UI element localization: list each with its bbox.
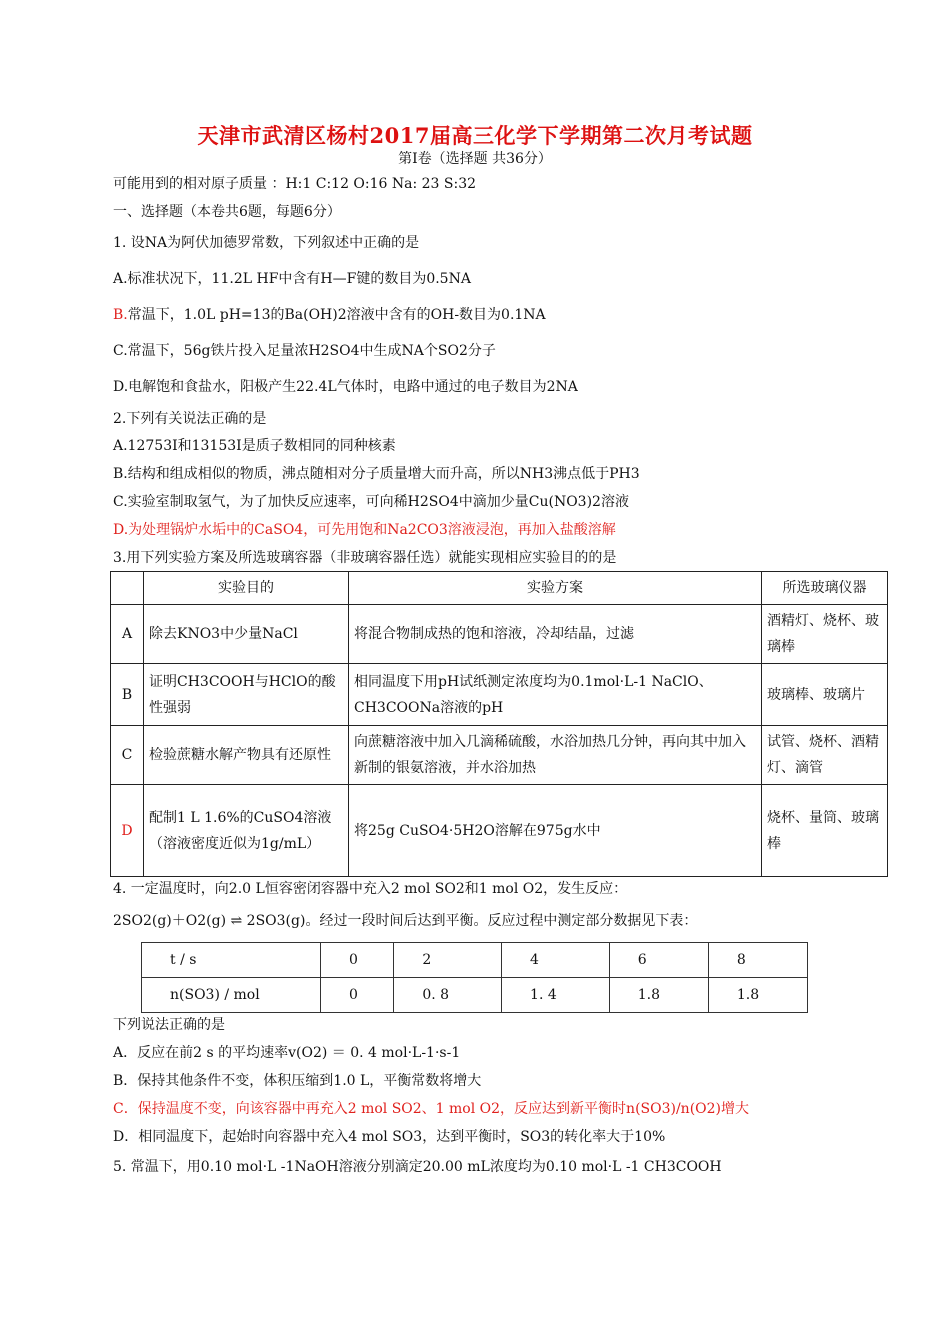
row-purpose: 除去KNO3中少量NaCl xyxy=(144,605,349,664)
experiment-table xyxy=(110,571,888,877)
row-method: 将25g CuSO4·5H2O溶解在975g水中 xyxy=(349,785,762,877)
data-cell: 1.8 xyxy=(708,978,807,1013)
data-cell: 1.8 xyxy=(609,978,708,1013)
data-cell: 1. 4 xyxy=(502,978,610,1013)
q1-option-a: A.标准状况下，11.2L HF中含有H—F键的数目为0.5NA xyxy=(113,271,471,287)
table-row xyxy=(111,605,888,664)
row-purpose: 配制1 L 1.6%的CuSO4溶液（溶液密度近似为1g/mL） xyxy=(144,785,349,877)
row-label: C xyxy=(111,726,144,785)
section-heading: 一、选择题（本卷共6题，每题6分） xyxy=(113,204,341,220)
table-header-cell: 实验目的 xyxy=(144,572,349,605)
q1-option-d: D.电解饱和食盐水，阳极产生22.4L气体时，电路中通过的电子数目为2NA xyxy=(113,379,578,395)
row-purpose: 检验蔗糖水解产物具有还原性 xyxy=(144,726,349,785)
row-method: 向蔗糖溶液中加入几滴稀硫酸，水浴加热几分钟，再向其中加入新制的银氨溶液，并水浴加热 xyxy=(349,726,762,785)
row-label: B xyxy=(111,664,144,726)
atomic-mass-note: 可能用到的相对原子质量 ：H:1 C:12 O:16 Na: 23 S:32 xyxy=(113,176,477,192)
q4-stem: 4. 一定温度时，向2.0 L恒容密闭容器中充入2 mol SO2和1 mol O2，发生反应： xyxy=(113,881,628,897)
q1-option-b-text: 常温下，1.0L pH=13的Ba(OH)2溶液中含有的OH-数目为0.1NA xyxy=(127,307,546,323)
row-glass: 玻璃棒、玻璃片 xyxy=(762,664,888,726)
table-header-cell: 实验方案 xyxy=(349,572,762,605)
data-cell: n(SO3) / mol xyxy=(142,978,321,1013)
q4-option-c: C．保持温度不变，向该容器中再充入2 mol SO2、1 mol O2，反应达到新平衡时n(SO3)/n(O2)增大 xyxy=(113,1101,750,1117)
row-glass: 试管、烧杯、酒精灯、滴管 xyxy=(762,726,888,785)
data-header-cell: t / s xyxy=(142,943,321,978)
row-label: D xyxy=(111,785,144,877)
data-header-cell: 6 xyxy=(609,943,708,978)
q2-stem: 2.下列有关说法正确的是 xyxy=(113,411,267,427)
q2-option-b: B.结构和组成相似的物质，沸点随相对分子质量增大而升高，所以NH3沸点低于PH3 xyxy=(113,466,640,482)
q2-option-c: C.实验室制取氢气，为了加快反应速率，可向稀H2SO4中滴加少量Cu(NO3)2溶液 xyxy=(113,494,629,510)
row-method: 相同温度下用pH试纸测定浓度均为0.1mol·L-1 NaClO、CH3COONa溶液的pH xyxy=(349,664,762,726)
table-row xyxy=(111,785,888,877)
q5-stem: 5. 常温下，用0.10 mol·L -1NaOH溶液分别滴定20.00 mL浓度均为0.10 mol·L -1 CH3COOH xyxy=(113,1159,722,1175)
row-purpose: 证明CH3COOH与HClO的酸性强弱 xyxy=(144,664,349,726)
page-title: 天津市武清区杨村2017届高三化学下学期第二次月考试题 xyxy=(197,123,753,148)
data-header-cell: 2 xyxy=(394,943,502,978)
section-subtitle: 第Ⅰ卷（选择题 共36分） xyxy=(398,151,552,167)
q4-option-d: D．相同温度下，起始时向容器中充入4 mol SO3，达到平衡时，SO3的转化率大于10% xyxy=(113,1129,666,1145)
table-row xyxy=(111,664,888,726)
q1-stem: 1. 设NA为阿伏加德罗常数，下列叙述中正确的是 xyxy=(113,235,420,251)
table-header-cell xyxy=(111,572,144,605)
row-glass: 烧杯、量筒、玻璃棒 xyxy=(762,785,888,877)
row-label: A xyxy=(111,605,144,664)
q3-stem: 3.用下列实验方案及所选玻璃容器（非玻璃容器任选）就能实现相应实验目的的是 xyxy=(113,550,617,566)
q4-option-b: B．保持其他条件不变，体积压缩到1.0 L，平衡常数将增大 xyxy=(113,1073,482,1089)
data-header-cell: 8 xyxy=(708,943,807,978)
q1-option-b xyxy=(113,306,546,324)
data-header-cell: 4 xyxy=(502,943,610,978)
q4-option-a: A．反应在前2 s 的平均速率v(O2) ＝ 0. 4 mol·L-1·s-1 xyxy=(113,1045,461,1061)
table-row xyxy=(111,726,888,785)
q1-option-c: C.常温下，56g铁片投入足量浓H2SO4中生成NA个SO2分子 xyxy=(113,343,496,359)
data-table xyxy=(141,942,808,1013)
data-header-cell: 0 xyxy=(321,943,394,978)
q4-reaction: 2SO2(g)＋O2(g) ⇌ 2SO3(g)。经过一段时间后达到平衡。反应过程中测定部分数据见下表： xyxy=(113,913,698,929)
row-glass: 酒精灯、烧杯、玻璃棒 xyxy=(762,605,888,664)
q1-answer-letter: B. xyxy=(113,307,128,323)
data-cell: 0 xyxy=(321,978,394,1013)
q2-option-a: A.12753I和13153I是质子数相同的同种核素 xyxy=(113,438,396,454)
data-cell: 0. 8 xyxy=(394,978,502,1013)
table-header-cell: 所选玻璃仪器 xyxy=(762,572,888,605)
q2-option-d: D.为处理锅炉水垢中的CaSO4，可先用饱和Na2CO3溶液浸泡，再加入盐酸溶解 xyxy=(113,522,616,538)
row-method: 将混合物制成热的饱和溶液，冷却结晶，过滤 xyxy=(349,605,762,664)
q4-prompt: 下列说法正确的是 xyxy=(113,1017,225,1033)
